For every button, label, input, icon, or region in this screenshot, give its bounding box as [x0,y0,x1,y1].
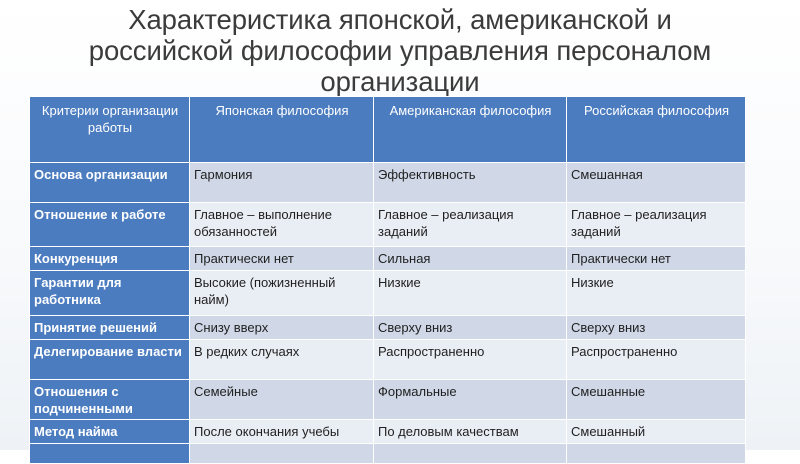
japanese-cell: Снизу вверх [190,316,374,340]
title-line-3: организации [320,66,480,97]
american-cell: Эффективность [374,163,567,203]
russian-cell: Сверху вниз [567,316,746,340]
american-cell: Сверху вниз [374,316,567,340]
criterion-cell: Отношение к работе [30,203,190,247]
russian-cell [567,444,746,464]
japanese-cell: После окончания учебы [190,420,374,444]
japanese-cell: Практически нет [190,247,374,271]
japanese-cell [190,444,374,464]
russian-cell: Главное – реализация заданий [567,203,746,247]
header-american: Американская философия [374,97,567,163]
american-cell: Распространенно [374,340,567,380]
criterion-cell: Отношения с подчиненными [30,380,190,420]
table-row [30,380,746,420]
table-row [30,316,746,340]
criterion-cell: Гарантии для работника [30,271,190,316]
comparison-table [29,96,746,464]
american-cell: По деловым качествам [374,420,567,444]
table-row [30,247,746,271]
header-japanese: Японская философия [190,97,374,163]
japanese-cell: Гармония [190,163,374,203]
table-row [30,444,746,464]
russian-cell: Смешанные [567,380,746,420]
american-cell [374,444,567,464]
criterion-cell: Делегирование власти [30,340,190,380]
criterion-cell [30,444,190,464]
japanese-cell: Главное – выполнение обязанностей [190,203,374,247]
title-line-2: российской философии управления персоналом [88,35,712,66]
criterion-cell: Метод найма [30,420,190,444]
table-row [30,203,746,247]
japanese-cell: Высокие (пожизненный найм) [190,271,374,316]
criterion-cell: Принятие решений [30,316,190,340]
american-cell: Сильная [374,247,567,271]
american-cell: Главное – реализация заданий [374,203,567,247]
table-row [30,163,746,203]
russian-cell: Низкие [567,271,746,316]
russian-cell: Смешанная [567,163,746,203]
title-line-1: Характеристика японской, американской и [128,4,672,35]
table-row [30,271,746,316]
american-cell: Низкие [374,271,567,316]
american-cell: Формальные [374,380,567,420]
table-row [30,340,746,380]
japanese-cell: В редких случаях [190,340,374,380]
criterion-cell: Основа организации [30,163,190,203]
criterion-cell: Конкуренция [30,247,190,271]
header-russian: Российская философия [567,97,746,163]
russian-cell: Практически нет [567,247,746,271]
russian-cell: Смешанный [567,420,746,444]
slide-title [20,4,780,97]
header-criteria: Критерии организации работы [30,97,190,163]
japanese-cell: Семейные [190,380,374,420]
russian-cell: Распространенно [567,340,746,380]
table-row [30,420,746,444]
header-row [30,97,746,163]
